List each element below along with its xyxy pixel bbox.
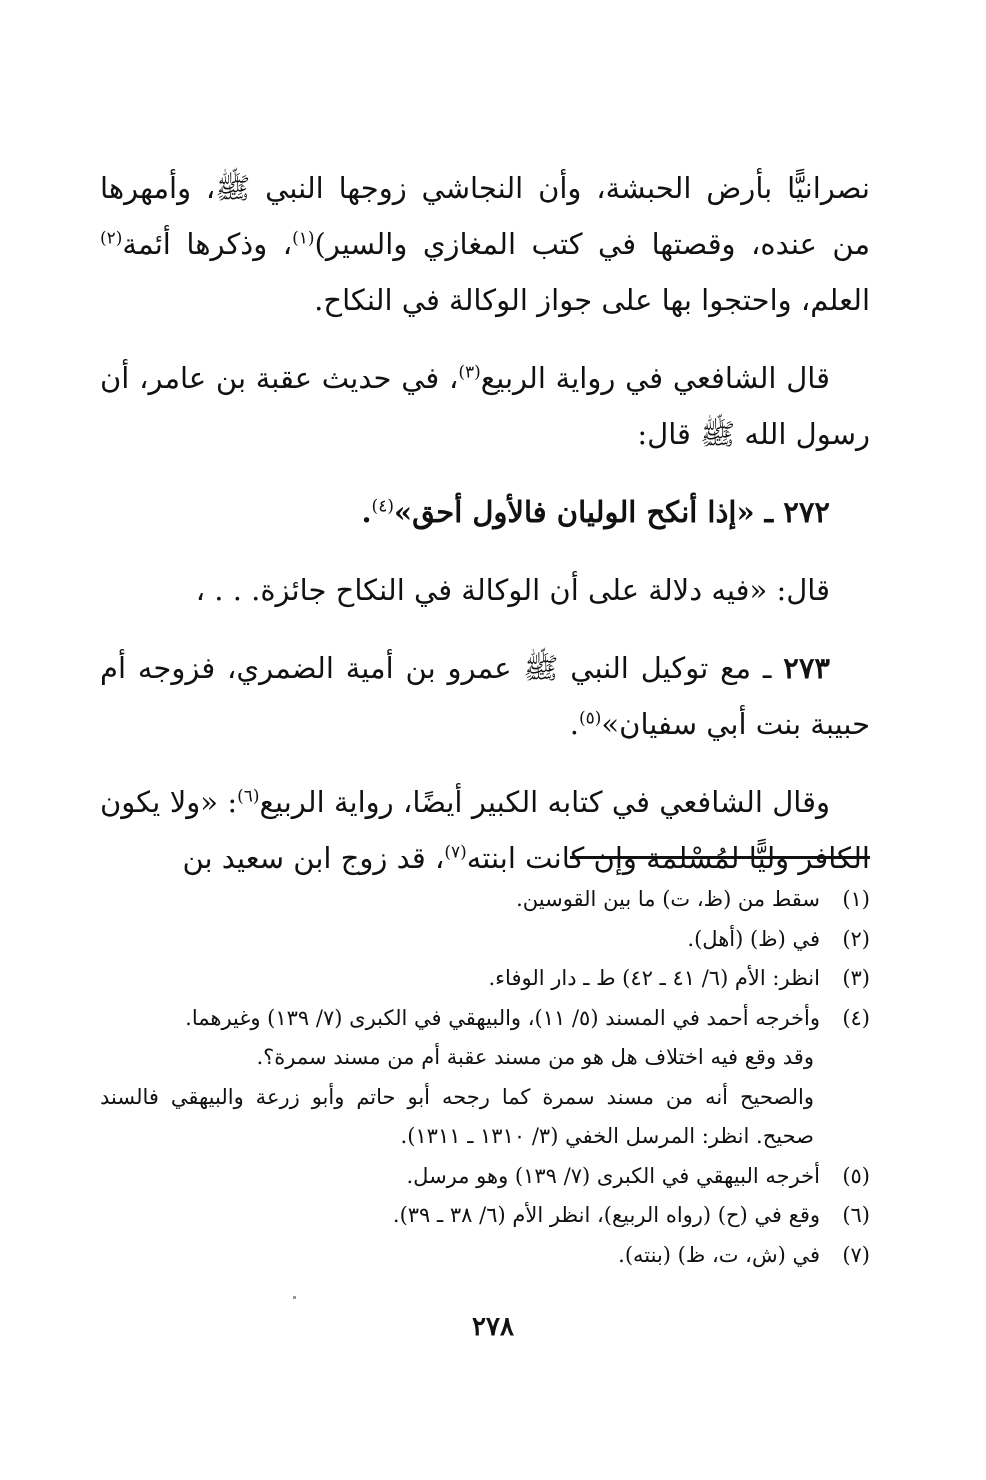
- paragraph-4: وقال الشافعي في كتابه الكبير أيضًا، رواية الربيع$^{(٦)}$: «ولا يكون الكافر وليًّا لمُسْلمة وإن كانت ابنته$^{(٧)}$، قد زوج ابن سعيد بن: [100, 785, 870, 875]
- footnote-continuation: وقد وقع فيه اختلاف هل هو من مسند عقبة أم من مسند سمرة؟.: [256, 1045, 814, 1069]
- paragraph-2: قال الشافعي في رواية الربيع$^{(٣)}$، في حديث عقبة بن عامر، أن رسول الله ﷺ قال:: [100, 361, 870, 451]
- paragraph-1: نصرانيًّا بأرض الحبشة، وأن النجاشي زوجها النبي ﷺ، وأمهرها من عنده، وقصتها في كتب المغازي والسير)$^{(١)}$، وذكرها أئمة$^{(٢)}$ العلم، واحتجوا بها على جواز الوكالة في النكاح.: [100, 171, 870, 317]
- footnote-ref-6: (٦): [237, 786, 260, 807]
- scan-speck: [293, 1296, 296, 1299]
- hadith-number: ٢٧٣: [783, 651, 830, 685]
- hadith-273: ٢٧٣ ـ مع توكيل النبي ﷺ عمرو بن أمية الضمري، فزوجه أم حبيبة بنت أبي سفيان»$^{(٥)}$.: [100, 651, 870, 741]
- hadith-number: ٢٧٢: [783, 495, 830, 529]
- footnote-separator: [570, 856, 870, 859]
- main-text: [100, 160, 870, 908]
- footnote: (٤) وأخرجه أحمد في المسند (٥/ ١١)، والبيهقي في الكبرى (٧/ ١٣٩) وغيرهما.: [185, 1005, 870, 1030]
- footnote-ref-4: (٤): [371, 496, 394, 517]
- footnote: (٥) أخرجه البيهقي في الكبرى (٧/ ١٣٩) وهو مرسل.: [406, 1163, 870, 1188]
- footnote: (٧) في (ش، ت، ظ) (بنته).: [618, 1242, 870, 1267]
- footnote-continuation: والصحيح أنه من مسند سمرة كما رجحه أبو حاتم وأبو زرعة والبيهقي فالسند صحيح. انظر: المرسل الخفي (٣/ ١٣١٠ ـ ١٣١١).: [100, 1084, 814, 1148]
- footnote: (١) سقط من (ظ، ت) ما بين القوسين.: [516, 887, 870, 911]
- footnotes: [100, 880, 870, 1275]
- footnote: (٣) انظر: الأم (٦/ ٤١ ـ ٤٢) ط ـ دار الوفاء.: [488, 966, 870, 990]
- hadith-272: ٢٧٢ ـ «إذا أنكح الوليان فالأول أحق»$^{(٤)}$.: [361, 495, 830, 529]
- footnote-ref-5: (٥): [579, 708, 602, 729]
- footnote-ref-1: (١): [292, 228, 315, 249]
- footnote-ref-2: (٢): [100, 228, 123, 249]
- footnote: (٦) وقع في (ح) (رواه الربيع)، انظر الأم (٦/ ٣٨ ـ ٣٩).: [392, 1203, 870, 1227]
- footnote: (٢) في (ظ) (أهل).: [687, 926, 870, 951]
- paragraph-3: قال: «فيه دلالة على أن الوكالة في النكاح جائزة. . . ،: [195, 573, 830, 607]
- footnote-ref-7: (٧): [444, 842, 467, 863]
- footnote-ref-3: (٣): [458, 362, 481, 383]
- page-number: ٢٧٨: [472, 1312, 514, 1342]
